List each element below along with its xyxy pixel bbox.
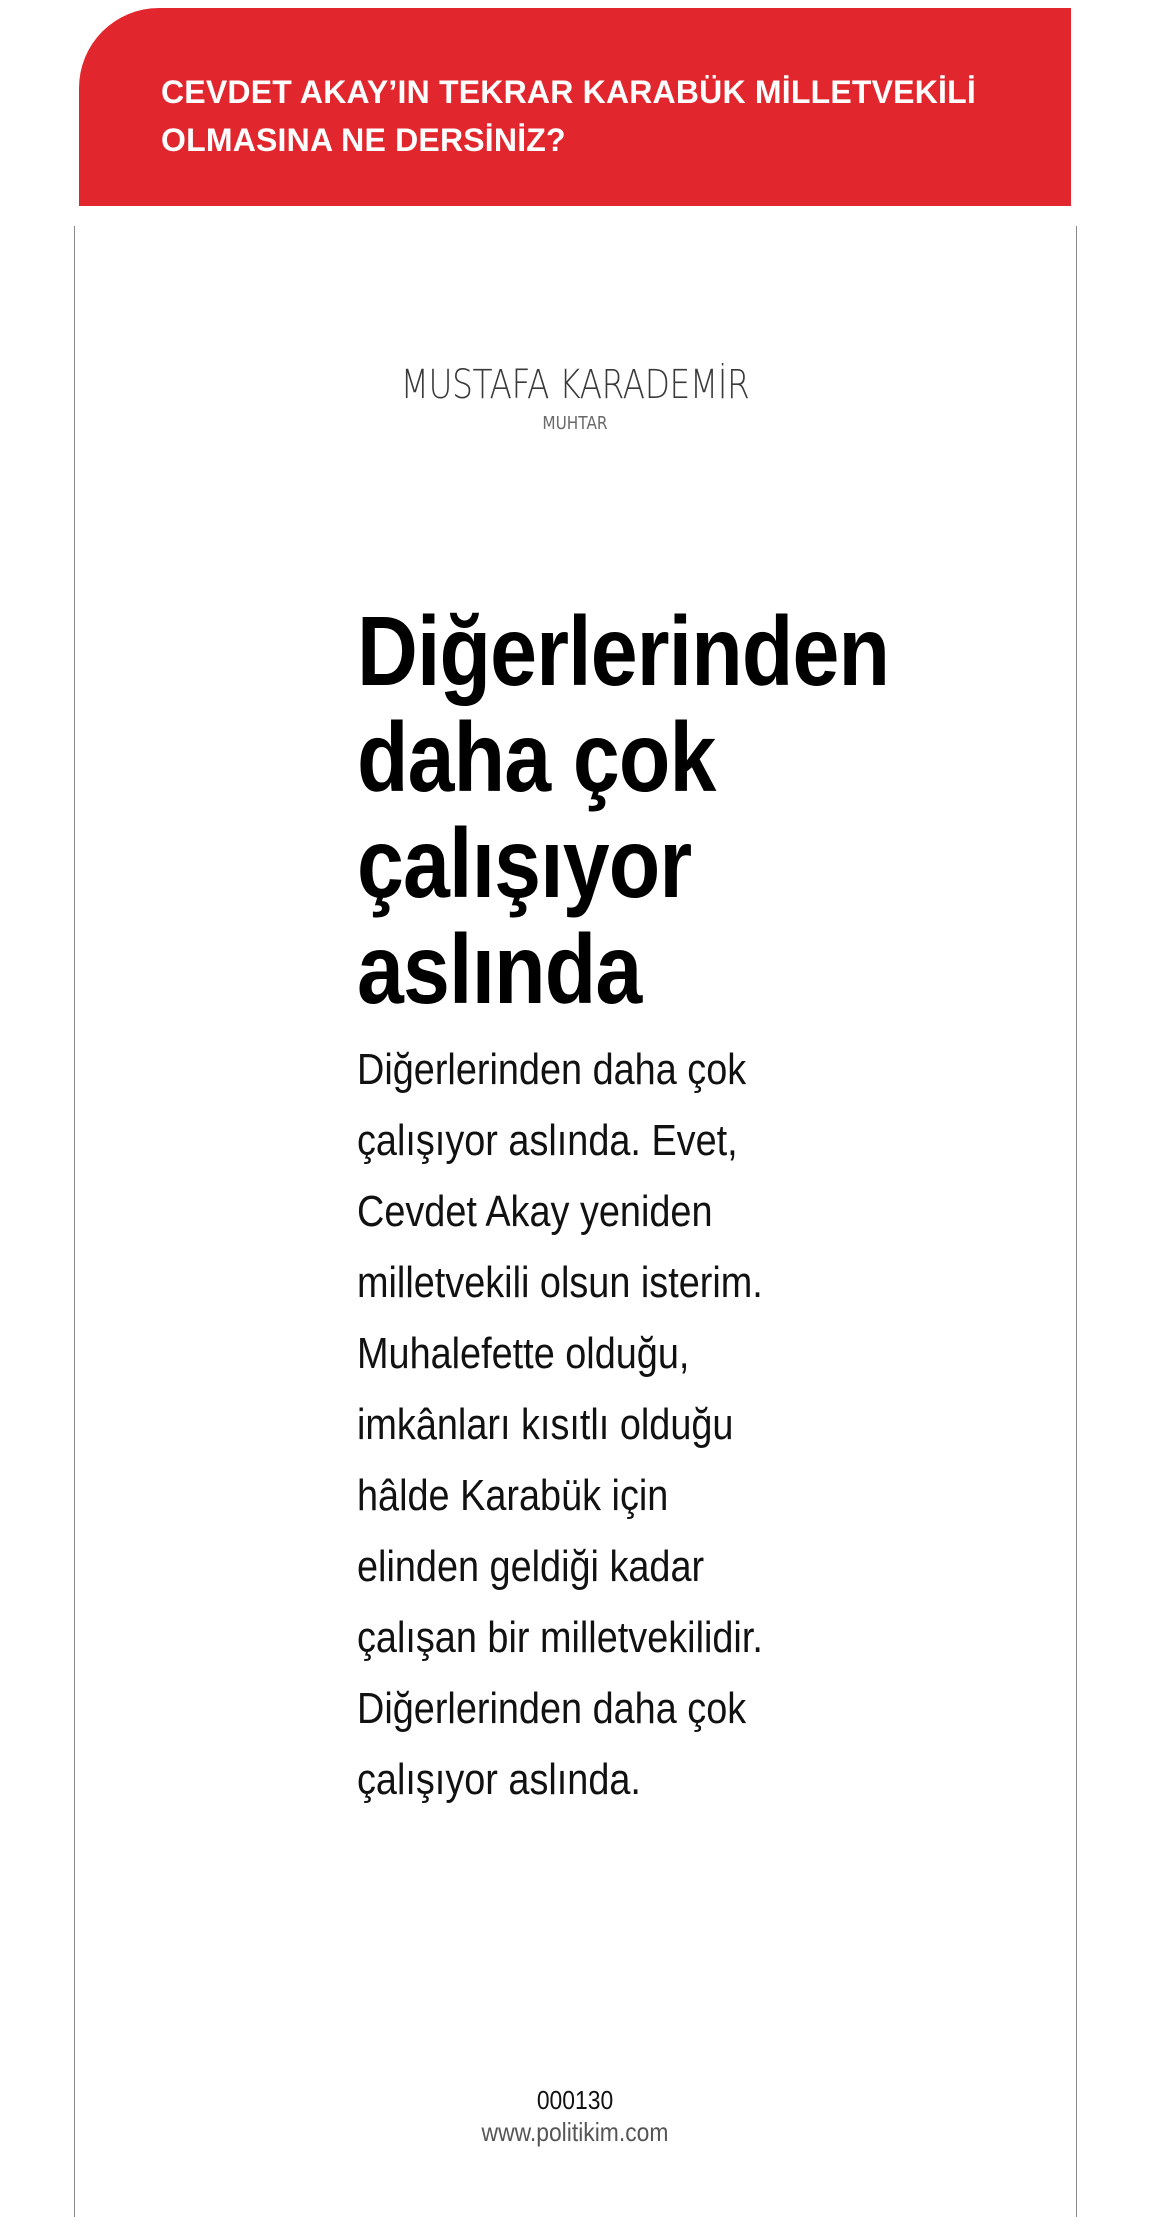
frame-left-rule bbox=[74, 226, 75, 2217]
author-name: MUSTAFA KARADEMİR bbox=[400, 362, 750, 408]
author-block bbox=[0, 360, 1150, 436]
author-role: MUHTAR bbox=[542, 413, 608, 434]
article-headline: Diğerlerinden daha çok çalışıyor aslında bbox=[357, 596, 890, 1024]
page-number: 000130 bbox=[536, 2085, 614, 2115]
article-body: Diğerlerinden daha çok çalışıyor aslında. Evet, Cevdet Akay yeniden milletvekili olsun isterim. Muhalefette olduğu, imkânları kısıtlı olduğu hâlde Karabük için elinden geldiği kadar çalışan bir milletvekilidir. Diğerlerinden daha çok çalışıyor aslında. bbox=[357, 1045, 763, 1804]
frame-right-rule bbox=[1076, 226, 1077, 2217]
website-link[interactable]: www.politikim.com bbox=[481, 2117, 669, 2147]
header-question: CEVDET AKAY’IN TEKRAR KARABÜK MİLLETVEKİLİ OLMASINA NE DERSİNİZ? bbox=[161, 74, 976, 158]
page-footer bbox=[0, 2084, 1150, 2148]
header-banner bbox=[79, 8, 1071, 206]
